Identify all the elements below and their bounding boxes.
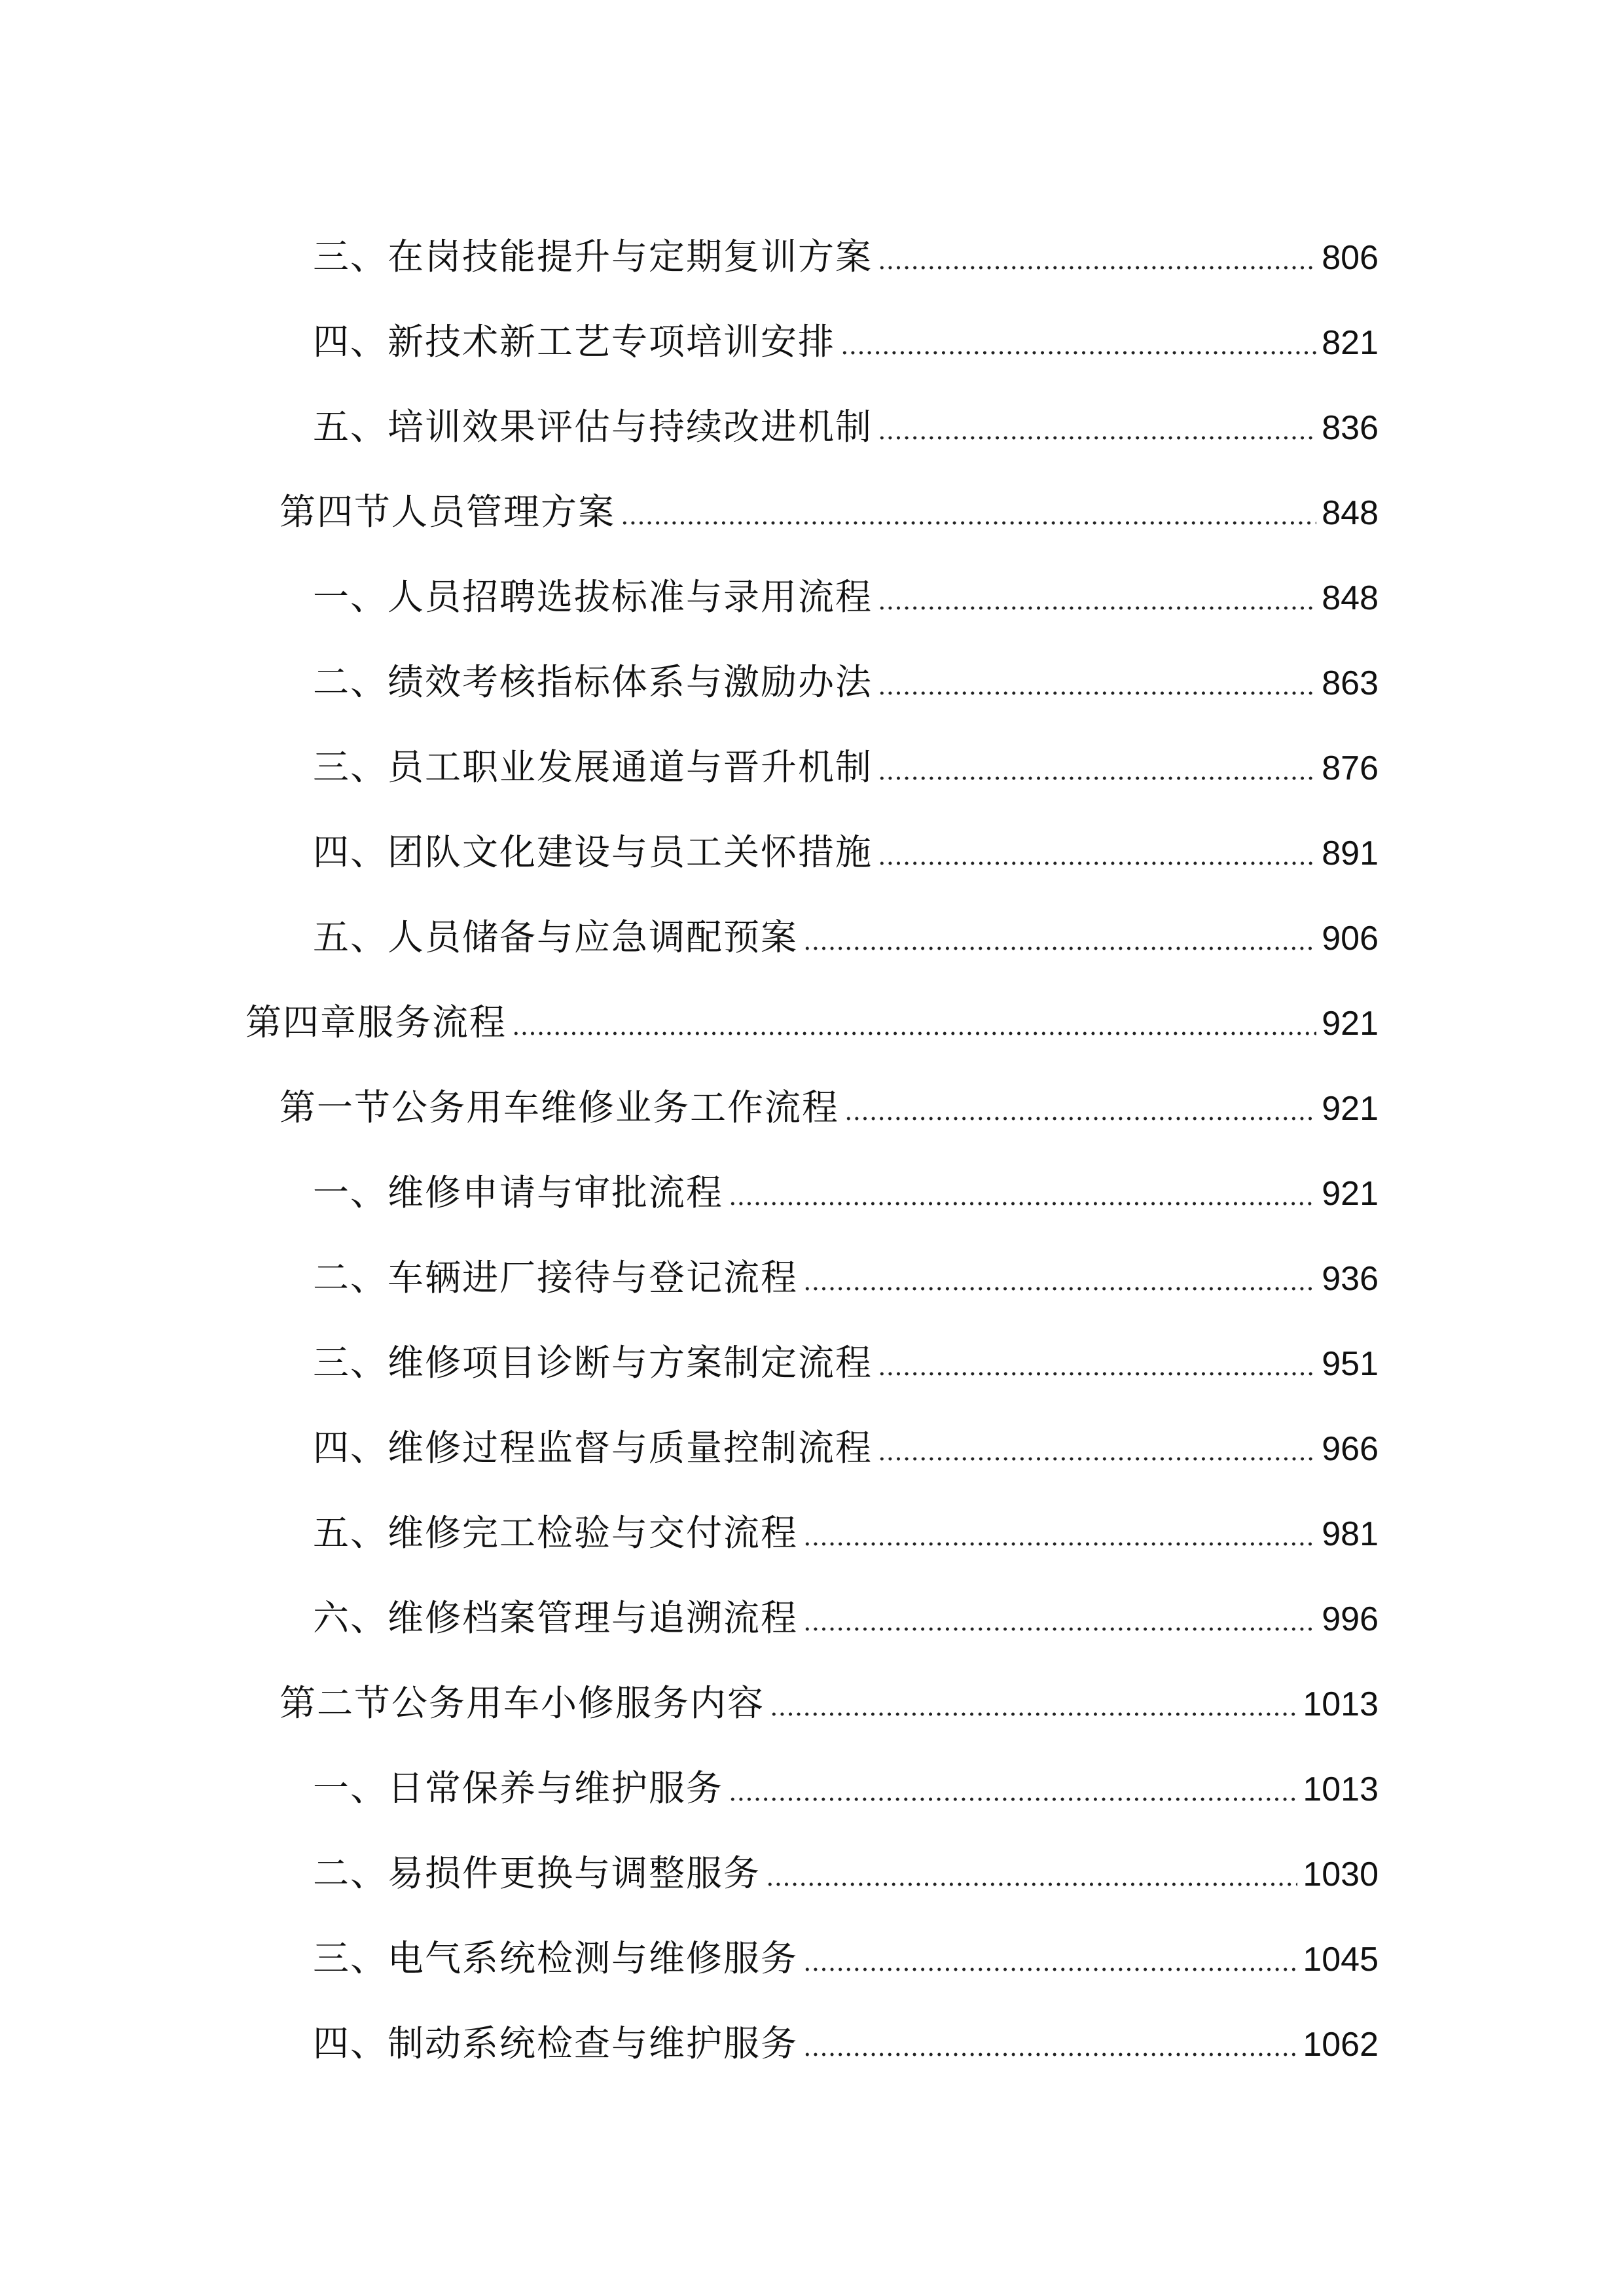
toc-entry-title: 六、维修档案管理与追溯流程 <box>313 1597 799 1639</box>
toc-entry[interactable] <box>0 1139 1379 1211</box>
toc-entry-title: 三、在岗技能提升与定期复训方案 <box>313 236 873 278</box>
toc-chapter-entry[interactable] <box>0 969 1379 1041</box>
toc-dot-leader <box>512 1005 1316 1041</box>
toc-page-number: 891 <box>1322 834 1379 872</box>
toc-page-number: 951 <box>1322 1345 1379 1383</box>
toc-entry[interactable] <box>0 1309 1379 1384</box>
toc-entry-title: 四、新技术新工艺专项培训安排 <box>313 321 836 363</box>
toc-page-number: 921 <box>1322 1005 1379 1043</box>
toc-entry[interactable] <box>0 1564 1379 1639</box>
toc-page-number: 848 <box>1322 494 1379 532</box>
toc-entry[interactable] <box>0 884 1379 956</box>
toc-entry-title: 二、绩效考核指标体系与激励办法 <box>313 661 873 703</box>
toc-dot-leader <box>878 1430 1316 1466</box>
toc-entry[interactable] <box>0 288 1379 363</box>
toc-entry[interactable] <box>0 1734 1379 1809</box>
toc-page-number: 936 <box>1322 1260 1379 1298</box>
toc-page-number: 806 <box>1322 239 1379 277</box>
toc-page-number: 921 <box>1322 1090 1379 1128</box>
toc-entry-title: 第四节人员管理方案 <box>280 491 616 533</box>
toc-entry[interactable] <box>0 1479 1379 1554</box>
toc-page-number: 821 <box>1322 324 1379 362</box>
toc-dot-leader <box>803 1600 1316 1636</box>
toc-dot-leader <box>770 1685 1297 1721</box>
toc-page-number: 921 <box>1322 1175 1379 1213</box>
toc-entry[interactable] <box>0 1224 1379 1299</box>
toc-dot-leader <box>803 1260 1316 1296</box>
toc-dot-leader <box>878 1345 1316 1381</box>
toc-page-number: 996 <box>1322 1600 1379 1638</box>
toc-entry-title: 五、人员储备与应急调配预案 <box>313 916 799 958</box>
toc-page-number: 981 <box>1322 1515 1379 1553</box>
toc-page-number: 836 <box>1322 409 1379 447</box>
toc-entry[interactable] <box>0 798 1379 873</box>
toc-dot-leader <box>729 1175 1316 1211</box>
toc-dot-leader <box>878 579 1316 615</box>
toc-dot-leader <box>803 920 1316 956</box>
toc-page-number: 1013 <box>1303 1685 1379 1723</box>
toc-section-entry[interactable] <box>0 1649 1379 1724</box>
toc-dot-leader <box>803 2026 1297 2062</box>
toc-page-number: 876 <box>1322 749 1379 787</box>
toc-dot-leader <box>878 409 1316 445</box>
toc-entry[interactable] <box>0 713 1379 788</box>
toc-entry[interactable] <box>0 628 1379 703</box>
toc-entry-title: 三、维修项目诊断与方案制定流程 <box>313 1342 873 1384</box>
toc-entry-title: 四、团队文化建设与员工关怀措施 <box>313 831 873 873</box>
toc-dot-leader <box>803 1941 1297 1977</box>
toc-dot-leader <box>729 1770 1297 1806</box>
toc-entry-title: 三、员工职业发展通道与晋升机制 <box>313 746 873 788</box>
toc-dot-leader <box>878 239 1316 275</box>
toc-entry-title: 第一节公务用车维修业务工作流程 <box>280 1086 840 1128</box>
toc-entry-title: 一、维修申请与审批流程 <box>313 1172 724 1213</box>
toc-entry-title: 一、人员招聘选拔标准与录用流程 <box>313 576 873 618</box>
toc-entry[interactable] <box>0 543 1379 618</box>
toc-entry-title: 一、日常保养与维护服务 <box>313 1767 724 1809</box>
toc-dot-leader <box>878 834 1316 870</box>
toc-entry-title: 第二节公务用车小修服务内容 <box>280 1682 765 1724</box>
toc-section-entry[interactable] <box>0 1054 1379 1126</box>
toc-entry[interactable] <box>0 203 1379 278</box>
toc-dot-leader <box>878 664 1316 700</box>
toc-entry-title: 第四章服务流程 <box>245 1001 507 1043</box>
toc-entry[interactable] <box>0 1394 1379 1469</box>
toc-section-entry[interactable] <box>0 458 1379 533</box>
toc-entry[interactable] <box>0 1990 1379 2062</box>
toc-page-number: 1030 <box>1303 1856 1379 1893</box>
toc-entry-title: 五、培训效果评估与持续改进机制 <box>313 406 873 448</box>
toc-entry[interactable] <box>0 373 1379 448</box>
toc-page-number: 1062 <box>1303 2026 1379 2064</box>
toc-page-number: 906 <box>1322 920 1379 958</box>
toc-entry-title: 四、制动系统检查与维护服务 <box>313 2022 799 2064</box>
toc-entry-title: 三、电气系统检测与维修服务 <box>313 1937 799 1979</box>
toc-dot-leader <box>621 494 1316 530</box>
toc-entry-title: 四、维修过程监督与质量控制流程 <box>313 1427 873 1469</box>
toc-entry[interactable] <box>0 1905 1379 1977</box>
toc-page-number: 848 <box>1322 579 1379 617</box>
toc-entry[interactable] <box>0 1820 1379 1892</box>
toc-dot-leader <box>840 324 1316 360</box>
toc-dot-leader <box>766 1856 1297 1892</box>
toc-page-number: 863 <box>1322 664 1379 702</box>
toc-dot-leader <box>878 749 1316 785</box>
toc-page-number: 966 <box>1322 1430 1379 1468</box>
toc-entry-title: 二、易损件更换与调整服务 <box>313 1852 761 1894</box>
toc-page-number: 1045 <box>1303 1941 1379 1979</box>
toc-entry-title: 二、车辆进厂接待与登记流程 <box>313 1257 799 1299</box>
toc-dot-leader <box>844 1090 1316 1126</box>
toc-page-number: 1013 <box>1303 1770 1379 1808</box>
toc-entry-title: 五、维修完工检验与交付流程 <box>313 1512 799 1554</box>
toc-dot-leader <box>803 1515 1316 1551</box>
